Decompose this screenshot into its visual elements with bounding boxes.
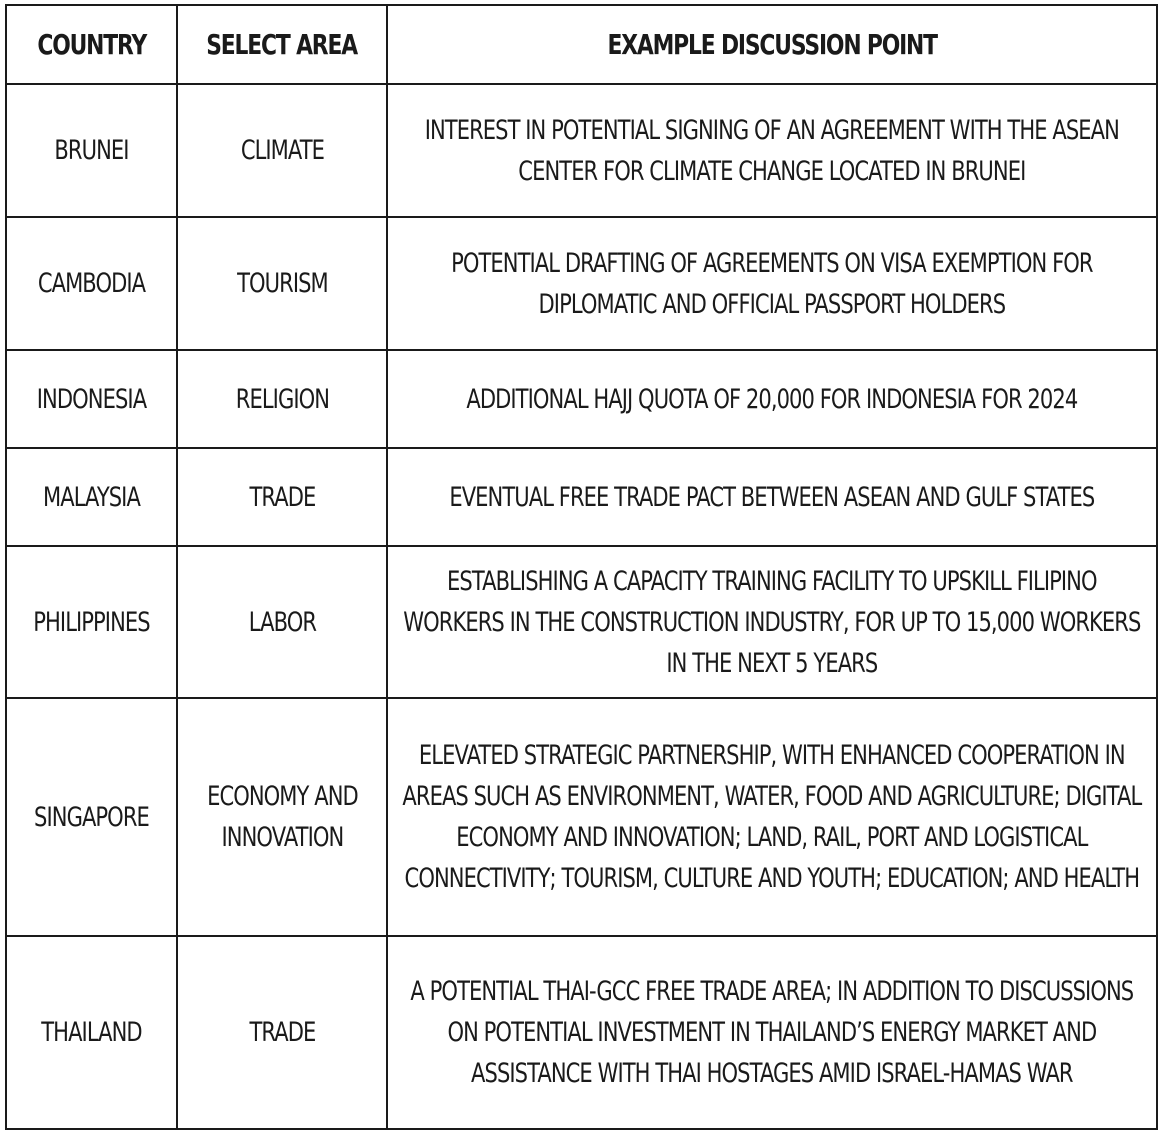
table-row (6, 546, 1157, 698)
area-cell: TRADE (177, 448, 387, 546)
country-cell: INDONESIA (6, 350, 177, 448)
area-cell: TOURISM (177, 217, 387, 350)
area-cell: CLIMATE (177, 84, 387, 217)
table-row (6, 936, 1157, 1129)
discussion-point-cell: POTENTIAL DRAFTING OF AGREEMENTS ON VISA EXEMPTION FOR DIPLOMATIC AND OFFICIAL PASSPORT HOLDERS (387, 217, 1157, 350)
area-cell: TRADE (177, 936, 387, 1129)
discussion-table-container (5, 4, 1156, 1128)
country-cell: CAMBODIA (6, 217, 177, 350)
discussion-point-cell: INTEREST IN POTENTIAL SIGNING OF AN AGREEMENT WITH THE ASEAN CENTER FOR CLIMATE CHANGE LOCATED IN BRUNEI (387, 84, 1157, 217)
country-cell: SINGAPORE (6, 698, 177, 936)
table-row (6, 698, 1157, 936)
discussion-point-cell: EVENTUAL FREE TRADE PACT BETWEEN ASEAN AND GULF STATES (387, 448, 1157, 546)
table-row (6, 448, 1157, 546)
header-select-area: SELECT AREA (177, 5, 387, 84)
country-cell: BRUNEI (6, 84, 177, 217)
header-country: COUNTRY (6, 5, 177, 84)
discussion-point-cell: ESTABLISHING A CAPACITY TRAINING FACILITY TO UPSKILL FILIPINO WORKERS IN THE CONSTRUCTION INDUSTRY, FOR UP TO 15,000 WORKERS IN THE NEXT 5 YEARS (387, 546, 1157, 698)
country-cell: MALAYSIA (6, 448, 177, 546)
discussion-table (5, 4, 1158, 1130)
table-row (6, 217, 1157, 350)
area-cell: RELIGION (177, 350, 387, 448)
area-cell: ECONOMY AND INNOVATION (177, 698, 387, 936)
discussion-point-cell: ELEVATED STRATEGIC PARTNERSHIP, WITH ENHANCED COOPERATION IN AREAS SUCH AS ENVIRONMENT, WATER, FOOD AND AGRICULTURE; DIGITAL ECONOMY AND INNOVATION; LAND, RAIL, PORT AND LOGISTICAL CONNECTIVITY; TOURISM, CULTURE AND YOUTH; EDUCATION; AND HEALTH (387, 698, 1157, 936)
header-example-discussion-point: EXAMPLE DISCUSSION POINT (387, 5, 1157, 84)
discussion-point-cell: A POTENTIAL THAI-GCC FREE TRADE AREA; IN ADDITION TO DISCUSSIONS ON POTENTIAL INVESTMENT IN THAILAND’S ENERGY MARKET AND ASSISTANCE WITH THAI HOSTAGES AMID ISRAEL-HAMAS WAR (387, 936, 1157, 1129)
area-cell: LABOR (177, 546, 387, 698)
discussion-point-cell: ADDITIONAL HAJJ QUOTA OF 20,000 FOR INDONESIA FOR 2024 (387, 350, 1157, 448)
country-cell: PHILIPPINES (6, 546, 177, 698)
table-row (6, 84, 1157, 217)
header-row (6, 5, 1157, 84)
table-row (6, 350, 1157, 448)
country-cell: THAILAND (6, 936, 177, 1129)
